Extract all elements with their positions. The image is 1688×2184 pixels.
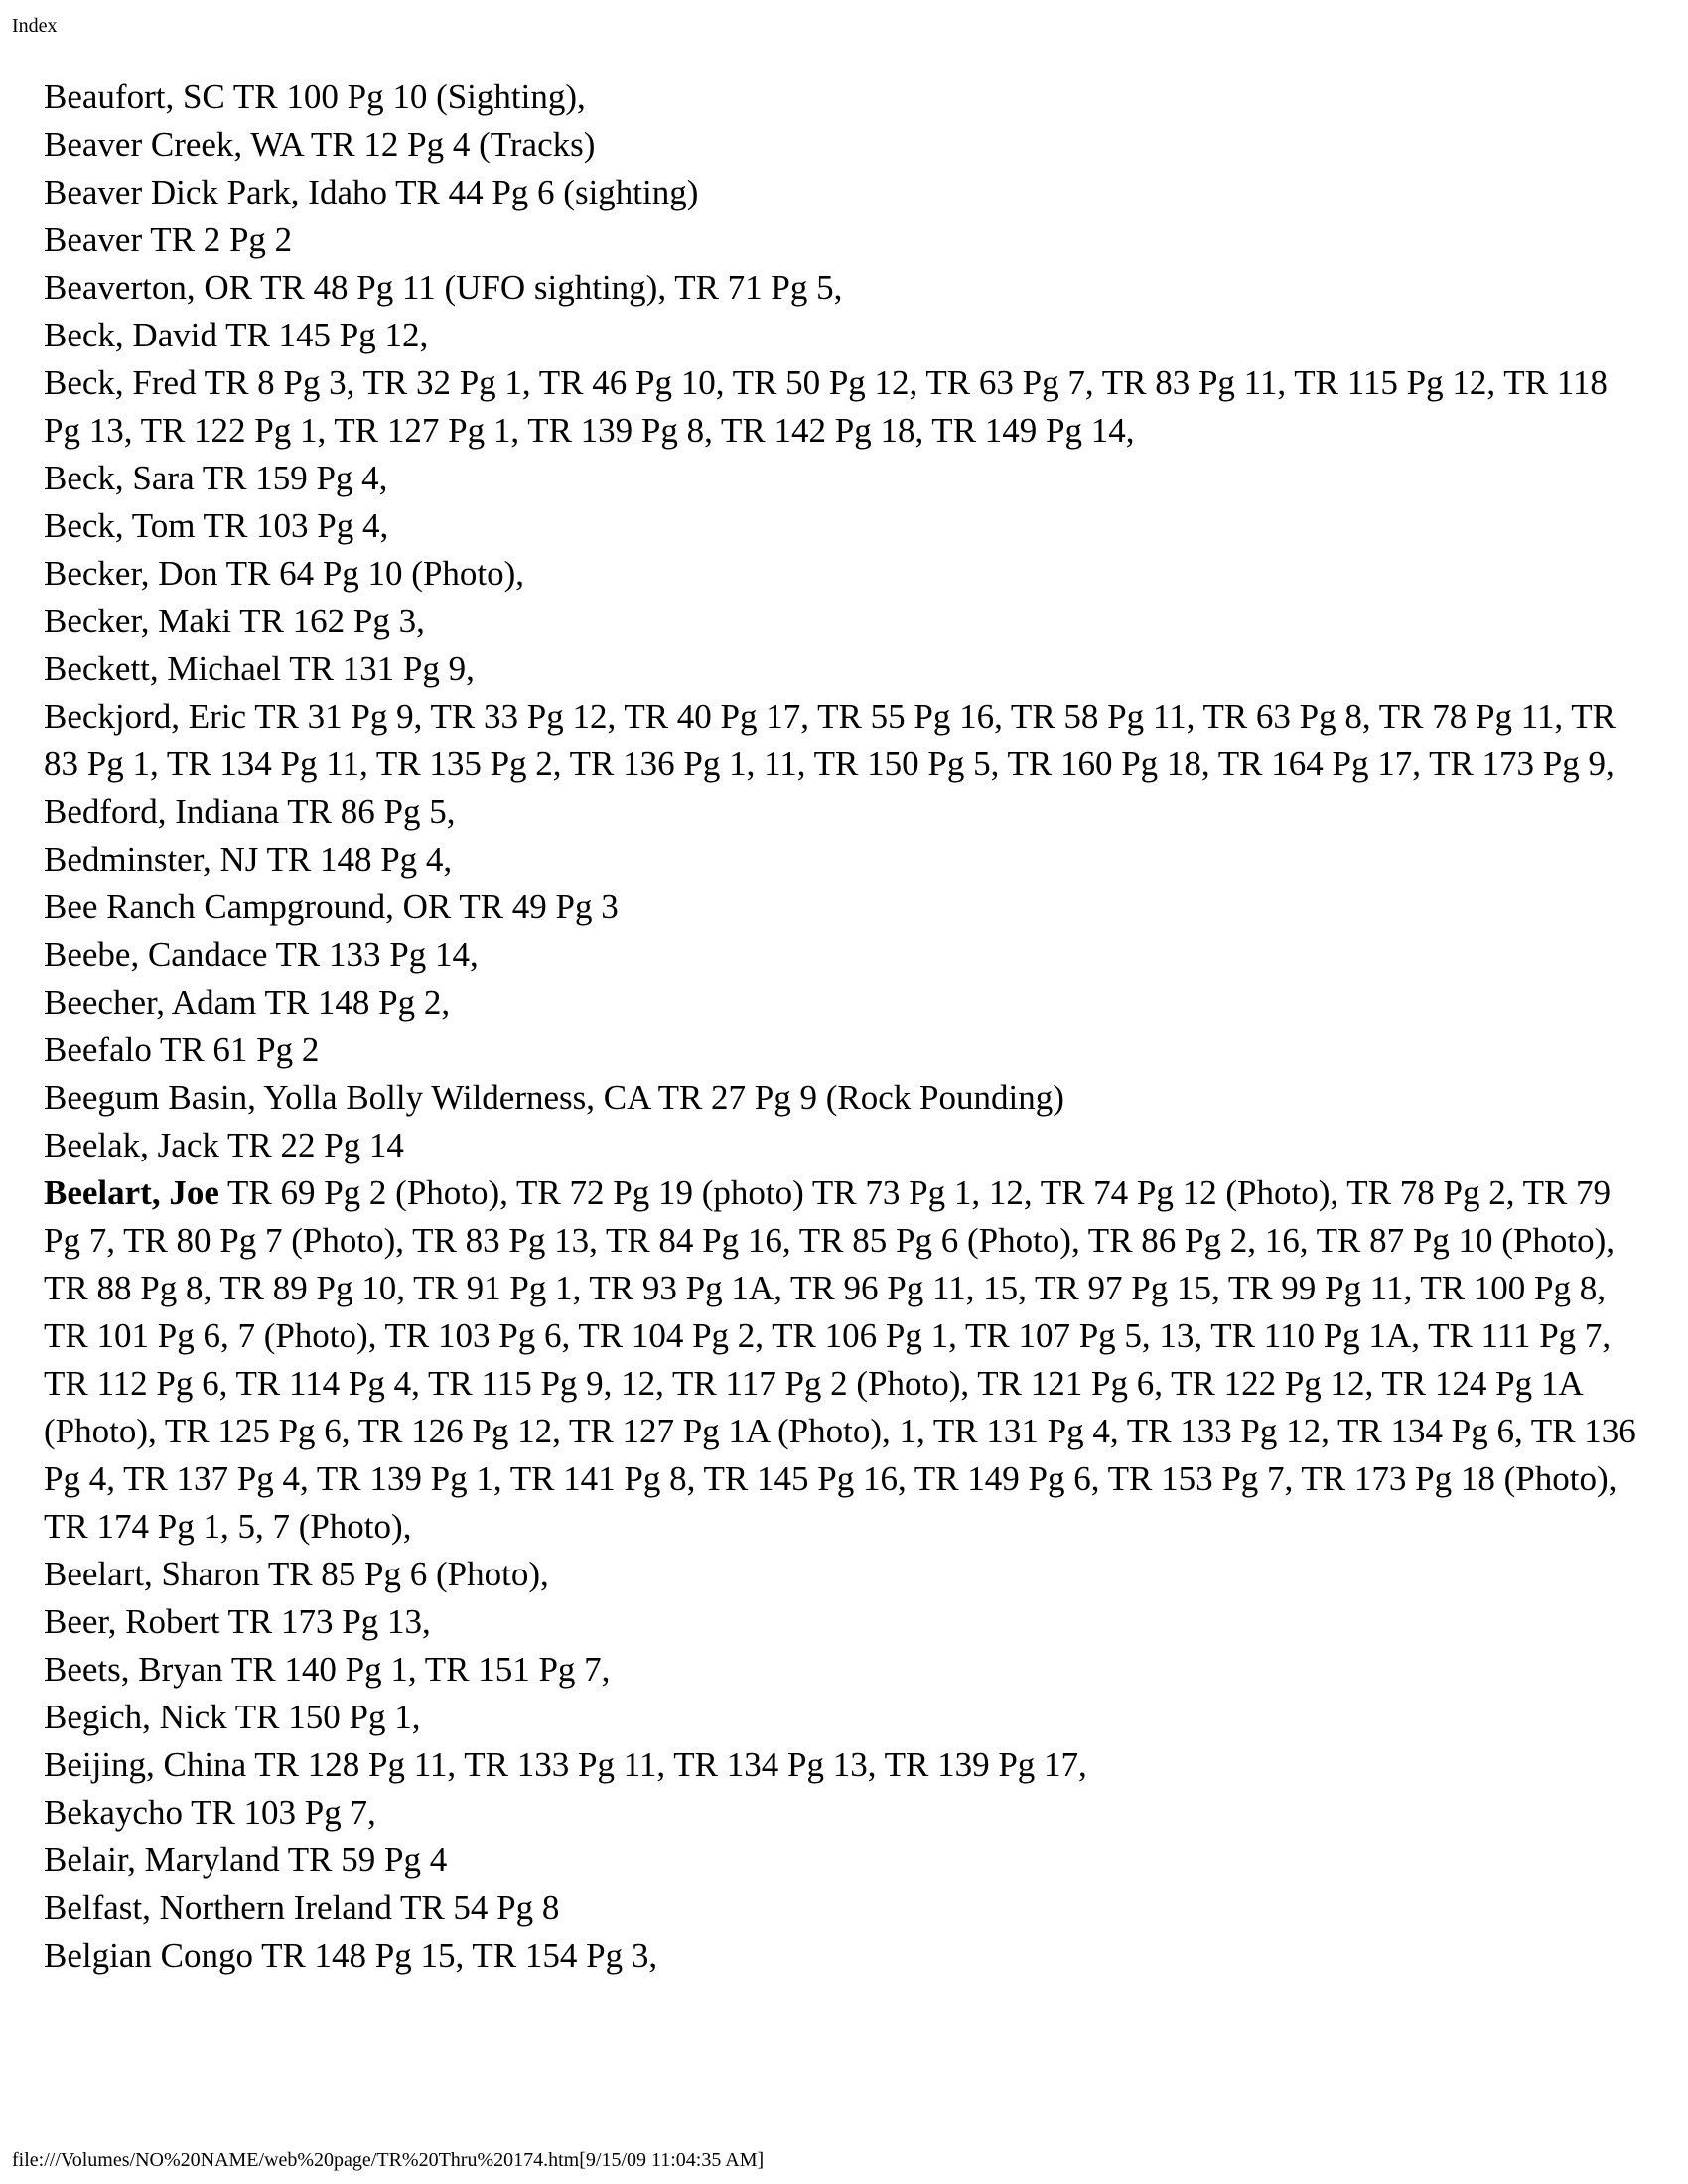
entry-text: Beckett, Michael TR 131 Pg 9, [44, 649, 475, 688]
index-entry [44, 1122, 1652, 1169]
entry-text: Belfast, Northern Ireland TR 54 Pg 8 [44, 1888, 560, 1927]
entry-text: Beijing, China TR 128 Pg 11, TR 133 Pg 11, TR 134 Pg 13, TR 139 Pg 17, [44, 1745, 1087, 1784]
entry-text: Beck, Fred TR 8 Pg 3, TR 32 Pg 1, TR 46 Pg 10, TR 50 Pg 12, TR 63 Pg 7, TR 83 Pg 11, TR 115 Pg 12, TR 118 Pg 13, TR 122 Pg 1, TR 127 Pg 1, TR 139 Pg 8, TR 142 Pg 18, TR 149 Pg 14, [44, 363, 1608, 450]
index-entry [44, 1837, 1652, 1884]
index-entry [44, 73, 1652, 121]
entry-text: Beets, Bryan TR 140 Pg 1, TR 151 Pg 7, [44, 1650, 611, 1689]
entry-text: Belair, Maryland TR 59 Pg 4 [44, 1841, 448, 1879]
index-entry [44, 455, 1652, 502]
entry-text: Bedford, Indiana TR 86 Pg 5, [44, 792, 456, 831]
entry-text: Becker, Don TR 64 Pg 10 (Photo), [44, 554, 525, 593]
index-entry [44, 264, 1652, 312]
index-entry [44, 693, 1652, 788]
entry-text: Beck, Sara TR 159 Pg 4, [44, 459, 388, 497]
entry-text: Beaverton, OR TR 48 Pg 11 (UFO sighting), TR 71 Pg 5, [44, 268, 843, 307]
entry-text: Bekaycho TR 103 Pg 7, [44, 1793, 376, 1832]
index-entry [44, 1932, 1652, 1979]
entry-text: Beer, Robert TR 173 Pg 13, [44, 1602, 431, 1641]
index-entry [44, 1169, 1652, 1551]
entry-text: Bee Ranch Campground, OR TR 49 Pg 3 [44, 887, 619, 926]
index-entry [44, 312, 1652, 359]
entry-text: Beebe, Candace TR 133 Pg 14, [44, 935, 479, 974]
entry-text: Beck, Tom TR 103 Pg 4, [44, 506, 389, 545]
index-entry [44, 1026, 1652, 1074]
entry-text: TR 69 Pg 2 (Photo), TR 72 Pg 19 (photo) TR 73 Pg 1, 12, TR 74 Pg 12 (Photo), TR 78 Pg 2, TR 79 Pg 7, TR 80 Pg 7 (Photo), TR 83 Pg 13, TR 84 Pg 16, TR 85 Pg 6 (Photo), TR 86 Pg 2, 16, TR 87 Pg 10 (Photo), TR 88 Pg 8, TR 89 Pg 10, TR 91 Pg 1, TR 93 Pg 1A, TR 96 Pg 11, 15, TR 97 Pg 15, TR 99 Pg 11, TR 100 Pg 8, TR 101 Pg 6, 7 (Photo), TR 103 Pg 6, TR 104 Pg 2, TR 106 Pg 1, TR 107 Pg 5, 13, TR 110 Pg 1A, TR 111 Pg 7, TR 112 Pg 6, TR 114 Pg 4, TR 115 Pg 9, 12, TR 117 Pg 2 (Photo), TR 121 Pg 6, TR 122 Pg 12, TR 124 Pg 1A (Photo), TR 125 Pg 6, TR 126 Pg 12, TR 127 Pg 1A (Photo), 1, TR 131 Pg 4, TR 133 Pg 12, TR 134 Pg 6, TR 136 Pg 4, TR 137 Pg 4, TR 139 Pg 1, TR 141 Pg 8, TR 145 Pg 16, TR 149 Pg 6, TR 153 Pg 7, TR 173 Pg 18 (Photo), TR 174 Pg 1, 5, 7 (Photo), [44, 1173, 1636, 1546]
entry-text: Beegum Basin, Yolla Bolly Wilderness, CA TR 27 Pg 9 (Rock Pounding) [44, 1078, 1064, 1117]
index-entry [44, 1694, 1652, 1741]
index-entry [44, 788, 1652, 836]
entry-text: Beecher, Adam TR 148 Pg 2, [44, 983, 451, 1022]
entry-text: Beckjord, Eric TR 31 Pg 9, TR 33 Pg 12, TR 40 Pg 17, TR 55 Pg 16, TR 58 Pg 11, TR 63 Pg 8, TR 78 Pg 11, TR 83 Pg 1, TR 134 Pg 11, TR 135 Pg 2, TR 136 Pg 1, 11, TR 150 Pg 5, TR 160 Pg 18, TR 164 Pg 17, TR 173 Pg 9, [44, 697, 1616, 783]
index-entry-list [44, 73, 1652, 1979]
index-entry [44, 979, 1652, 1026]
entry-text: Bedminster, NJ TR 148 Pg 4, [44, 840, 453, 879]
index-entry [44, 1789, 1652, 1837]
index-entry [44, 1741, 1652, 1789]
index-entry [44, 359, 1652, 455]
page-title: Index [12, 15, 58, 37]
entry-text: Beaver TR 2 Pg 2 [44, 220, 293, 259]
index-entry [44, 884, 1652, 931]
index-entry [44, 598, 1652, 645]
index-entry [44, 550, 1652, 598]
index-entry [44, 931, 1652, 979]
entry-text: Beck, David TR 145 Pg 12, [44, 316, 429, 354]
page-footer-url: file:///Volumes/NO%20NAME/web%20page/TR%20Thru%20174.htm[9/15/09 11:04:35 AM] [12, 2149, 765, 2171]
entry-text: Beefalo TR 61 Pg 2 [44, 1030, 320, 1069]
index-entry [44, 1074, 1652, 1122]
entry-text: Beelak, Jack TR 22 Pg 14 [44, 1126, 404, 1164]
index-entry [44, 502, 1652, 550]
entry-text: Beaver Creek, WA TR 12 Pg 4 (Tracks) [44, 125, 596, 164]
entry-text: Beelart, Sharon TR 85 Pg 6 (Photo), [44, 1555, 549, 1593]
entry-text: Beaver Dick Park, Idaho TR 44 Pg 6 (sighting) [44, 173, 699, 211]
entry-text: Becker, Maki TR 162 Pg 3, [44, 602, 425, 640]
index-entry [44, 121, 1652, 169]
index-entry [44, 216, 1652, 264]
entry-bold-name: Beelart, Joe [44, 1173, 219, 1212]
entry-text: Belgian Congo TR 148 Pg 15, TR 154 Pg 3, [44, 1936, 658, 1975]
entry-text: Begich, Nick TR 150 Pg 1, [44, 1698, 421, 1736]
index-entry [44, 1884, 1652, 1932]
entry-text: Beaufort, SC TR 100 Pg 10 (Sighting), [44, 77, 586, 116]
index-entry [44, 169, 1652, 216]
index-entry [44, 1646, 1652, 1694]
index-entry [44, 645, 1652, 693]
index-entry [44, 836, 1652, 884]
index-entry [44, 1598, 1652, 1646]
index-entry [44, 1551, 1652, 1598]
